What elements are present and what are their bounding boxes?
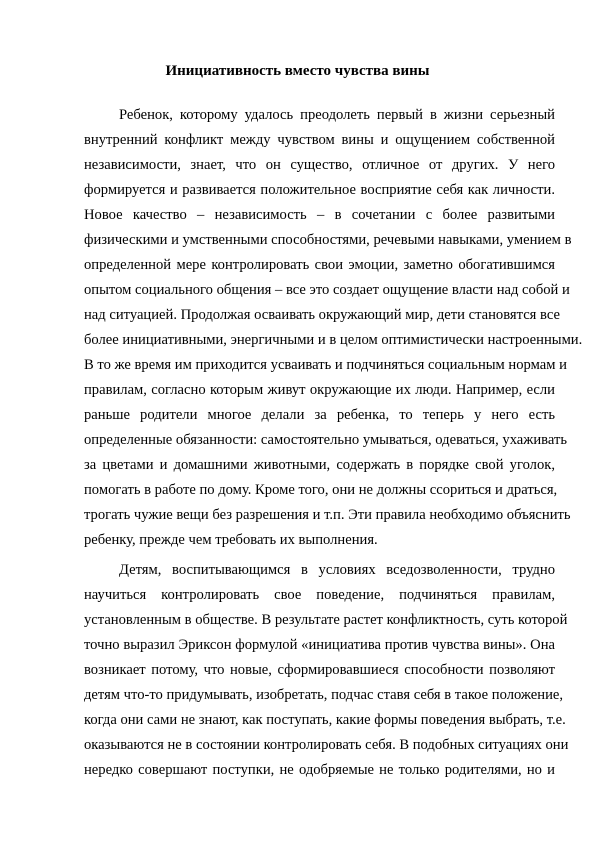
text-line: Детям, воспитывающимся в условиях вседозволенности, трудно bbox=[119, 562, 555, 578]
text-line: помогать в работе по дому. Кроме того, они не должны ссориться и драться, bbox=[84, 482, 558, 498]
text-line: когда они сами не знают, как поступать, какие формы поведения выбрать, т.е. bbox=[84, 712, 566, 728]
text-line: научиться контролировать свое поведение, подчиняться правилам, bbox=[84, 587, 555, 603]
text-line: физическими и умственными способностями, речевыми навыками, умением в bbox=[84, 232, 572, 248]
text-line: возникает потому, что новые, сформировавшиеся способности позволяют bbox=[84, 662, 555, 678]
text-line: оказываются не в состоянии контролировать себя. В подобных ситуациях они bbox=[84, 737, 569, 753]
text-line: определенные обязанности: самостоятельно умываться, одеваться, ухаживать bbox=[84, 432, 567, 448]
text-line: правилам, согласно которым живут окружающие их люди. Например, если bbox=[84, 382, 555, 398]
text-line: ребенку, прежде чем требовать их выполнения. bbox=[84, 532, 378, 548]
text-line: трогать чужие вещи без разрешения и т.п. Эти правила необходимо объяснить bbox=[84, 507, 571, 523]
text-line: опытом социального общения – все это создает ощущение власти над собой и bbox=[84, 282, 570, 298]
text-line: независимости, знает, что он существо, отличное от других. У него bbox=[84, 157, 555, 173]
text-line: нередко совершают поступки, не одобряемые не только родителями, но и bbox=[84, 762, 555, 778]
text-line: Ребенок, которому удалось преодолеть первый в жизни серьезный bbox=[119, 107, 555, 123]
text-line: установленным в обществе. В результате растет конфликтность, суть которой bbox=[84, 612, 568, 628]
text-line: Новое качество – независимость – в сочетании с более развитыми bbox=[84, 207, 555, 223]
document-title: Инициативность вместо чувства вины bbox=[165, 63, 430, 79]
text-line: определенной мере контролировать свои эмоции, заметно обогатившимся bbox=[84, 257, 555, 273]
text-line: внутренний конфликт между чувством вины и ощущением собственной bbox=[84, 132, 555, 148]
text-line: над ситуацией. Продолжая осваивать окружающий мир, дети становятся все bbox=[84, 307, 560, 323]
text-line: точно выразил Эриксон формулой «инициатива против чувства вины». Она bbox=[84, 637, 555, 653]
text-line: формируется и развивается положительное восприятие себя как личности. bbox=[84, 182, 555, 198]
text-line: раньше родители многое делали за ребенка, то теперь у него есть bbox=[84, 407, 555, 423]
text-line: за цветами и домашними животными, содержать в порядке свой уголок, bbox=[84, 457, 555, 473]
text-line: более инициативными, энергичными и в целом оптимистически настроенными. bbox=[84, 332, 583, 348]
text-line: В то же время им приходится усваивать и подчиняться социальным нормам и bbox=[84, 357, 567, 373]
text-line: детям что-то придумывать, изобретать, подчас ставя себя в такое положение, bbox=[84, 687, 564, 703]
